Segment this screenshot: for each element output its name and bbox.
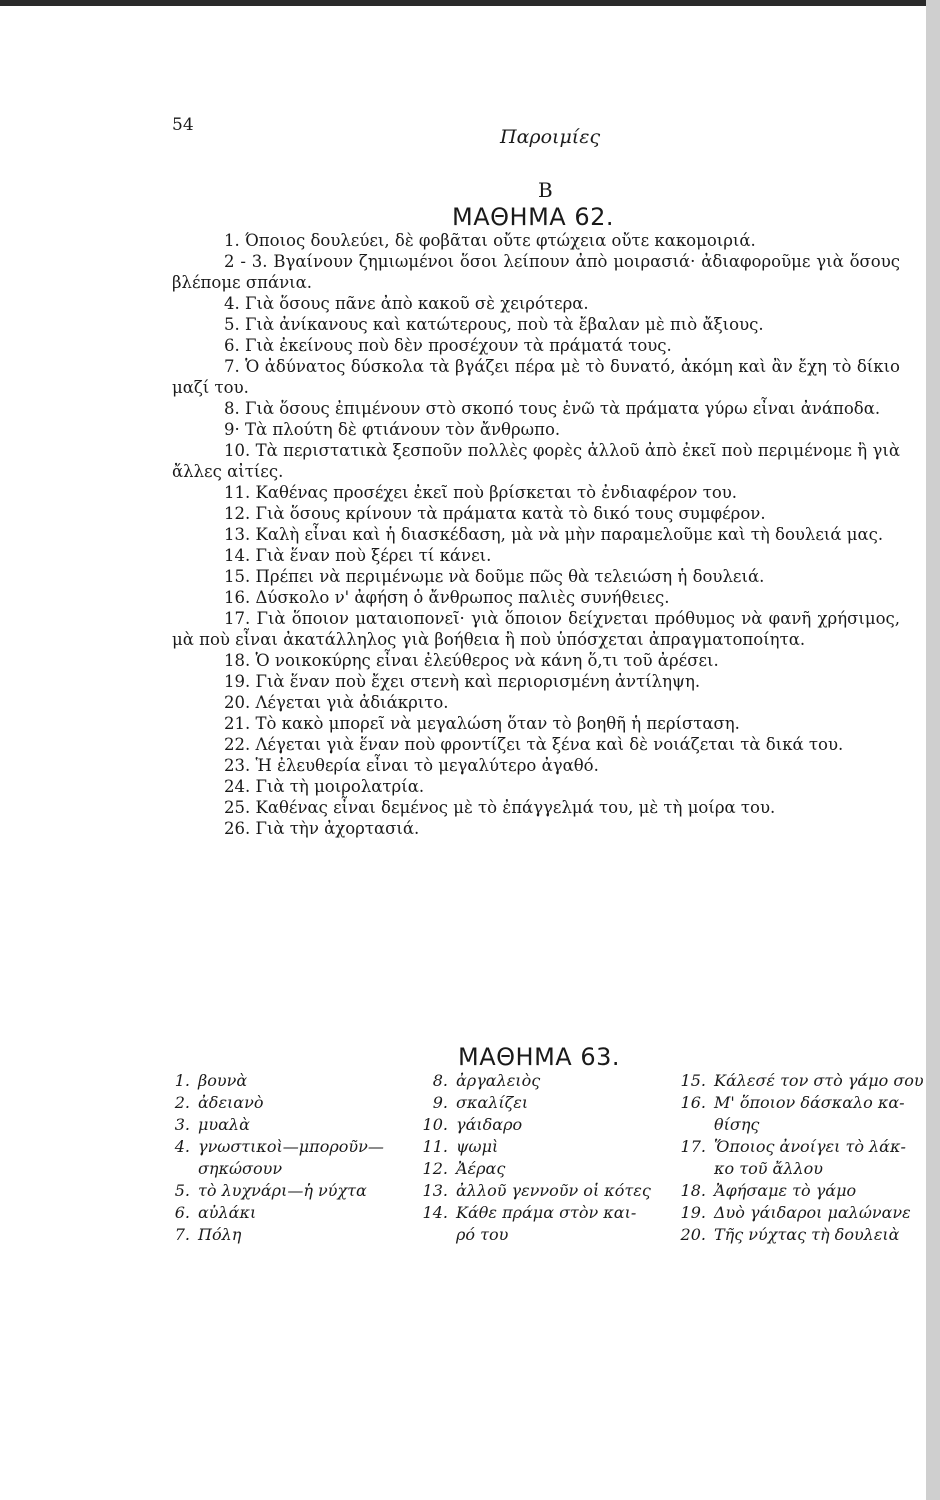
- lesson-62-item: [172, 398, 900, 419]
- running-head: Παροιμίες: [500, 126, 601, 148]
- answer-row: [676, 1114, 912, 1136]
- answer-text: κο τοῦ ἄλλου: [714, 1159, 823, 1178]
- answer-text: βουνὰ: [198, 1071, 248, 1090]
- answer-number: 10.: [422, 1115, 448, 1134]
- answer-text: ψωμὶ: [456, 1137, 499, 1156]
- answer-row: [160, 1158, 390, 1180]
- lesson-62-item: [172, 755, 900, 776]
- answer-number: 13.: [422, 1181, 448, 1200]
- item-number: 1.: [224, 231, 240, 250]
- item-number: 7.: [224, 357, 240, 376]
- answer-number: 16.: [680, 1093, 706, 1112]
- answer-text: ρό του: [456, 1225, 509, 1244]
- item-number: 15.: [224, 567, 251, 586]
- item-text: Γιὰ ἕναν ποὺ ἔχει στενὴ καὶ περιορισμένη ἀντίληψη.: [255, 672, 701, 691]
- item-text: Τὸ κακὸ μπορεῖ νὰ μεγαλώση ὅταν τὸ βοηθῆ ἡ περίσταση.: [255, 714, 740, 733]
- item-text: Ἡ ἐλευθερία εἶναι τὸ μεγαλύτερο ἀγαθό.: [255, 756, 599, 775]
- item-number: 16.: [224, 588, 251, 607]
- answer-text: αὐλάκι: [198, 1203, 257, 1222]
- item-text: Ὁ ἀδύνατος δύσκολα τὰ βγάζει πέρα μὲ τὸ δυνατό, ἀκόμη καὶ ἂν ἔχη τὸ δίκιο μαζί του.: [172, 357, 900, 397]
- item-number: 2 - 3.: [224, 252, 268, 271]
- lesson-62-title: ΜΑΘΗΜΑ 62.: [452, 203, 614, 231]
- answer-text: ἀδειανὸ: [198, 1093, 264, 1112]
- item-number: 5.: [224, 315, 240, 334]
- answer-text: γνωστικοὶ—μποροῦν—: [198, 1137, 384, 1156]
- item-number: 18.: [224, 651, 251, 670]
- item-text: Πρέπει νὰ περιμένωμε νὰ δοῦμε πῶς θὰ τελειώση ἡ δουλειά.: [255, 567, 765, 586]
- answer-text: ἀργαλειὸς: [456, 1071, 541, 1090]
- answer-row: [418, 1158, 658, 1180]
- answer-text: μυαλὰ: [198, 1115, 250, 1134]
- lesson-62-item: [172, 545, 900, 566]
- lesson-62-item: [172, 335, 900, 356]
- lesson-62-item: [172, 230, 900, 251]
- lesson-62-item: [172, 608, 900, 650]
- answer-number: 7.: [174, 1225, 190, 1244]
- answer-number: 5.: [174, 1181, 190, 1200]
- item-number: 6.: [224, 336, 240, 355]
- item-text: Γιὰ τὴν ἀχορτασιά.: [255, 819, 420, 838]
- lesson-62-item: [172, 293, 900, 314]
- lesson-62-item: [172, 419, 900, 440]
- item-text: Γιὰ ὅσους πᾶνε ἀπὸ κακοῦ σὲ χειρότερα.: [245, 294, 589, 313]
- answer-text: ἀλλοῦ γεννοῦν οἱ κότες: [456, 1181, 651, 1200]
- answer-number: 17.: [680, 1137, 706, 1156]
- item-number: 11.: [224, 483, 251, 502]
- answer-text: Ἀφήσαμε τὸ γάμο: [714, 1181, 857, 1200]
- answer-row: [160, 1114, 390, 1136]
- item-text: Γιὰ ὅσους ἐπιμένουν στὸ σκοπό τους ἐνῶ τὰ πράματα γύρω εἶναι ἀνάποδα.: [245, 399, 881, 418]
- answer-text: γάιδαρο: [456, 1115, 523, 1134]
- item-number: 19.: [224, 672, 251, 691]
- page-number: 54: [172, 115, 194, 135]
- answer-row: [418, 1224, 658, 1246]
- lesson-62-item: [172, 440, 900, 482]
- answer-row: [160, 1070, 390, 1092]
- answer-text: Κάλεσέ τον στὸ γάμο σου: [714, 1071, 924, 1090]
- item-number: 24.: [224, 777, 251, 796]
- answer-text: Ἀέρας: [456, 1159, 506, 1178]
- item-text: Γιὰ ὅσους κρίνουν τὰ πράματα κατὰ τὸ δικό τους συμφέρον.: [255, 504, 766, 523]
- answer-row: [676, 1180, 912, 1202]
- answer-row: [418, 1070, 658, 1092]
- answer-number: 20.: [680, 1225, 706, 1244]
- item-text: Καθένας προσέχει ἐκεῖ ποὺ βρίσκεται τὸ ἐνδιαφέρον του.: [255, 483, 738, 502]
- lesson-62-item: [172, 482, 900, 503]
- answer-text: Τῆς νύχτας τὴ δουλειὰ: [714, 1225, 900, 1244]
- lesson-62-item: [172, 776, 900, 797]
- answer-row: [418, 1114, 658, 1136]
- answer-number: 3.: [174, 1115, 190, 1134]
- lesson-63-title: ΜΑΘΗΜΑ 63.: [458, 1043, 620, 1071]
- answer-number: 4.: [174, 1137, 190, 1156]
- item-number: 26.: [224, 819, 251, 838]
- answer-number: 15.: [680, 1071, 706, 1090]
- item-text: Βγαίνουν ζημιωμένοι ὅσοι λείπουν ἀπὸ μοιρασιά· ἀδιαφοροῦμε γιὰ ὅσους βλέπομε σπάνια.: [172, 252, 900, 292]
- answer-text: σκαλίζει: [456, 1093, 529, 1112]
- answer-number: 1.: [174, 1071, 190, 1090]
- answer-row: [160, 1092, 390, 1114]
- answer-row: [418, 1092, 658, 1114]
- answer-number: 8.: [432, 1071, 448, 1090]
- lesson-62-item: [172, 503, 900, 524]
- item-number: 4.: [224, 294, 240, 313]
- lesson-62-item: [172, 251, 900, 293]
- item-text: Όποιος δουλεύει, δὲ φοβᾶται οὔτε φτώχεια οὔτε κακομοιριά.: [245, 231, 756, 250]
- lesson-62-item: [172, 797, 900, 818]
- lesson-63-column-2: [418, 1070, 658, 1246]
- item-number: 21.: [224, 714, 251, 733]
- item-number: 12.: [224, 504, 251, 523]
- answer-row: [160, 1136, 390, 1158]
- item-text: Γιὰ ἕναν ποὺ ξέρει τί κάνει.: [255, 546, 492, 565]
- answer-number: 18.: [680, 1181, 706, 1200]
- answer-row: [676, 1224, 912, 1246]
- answer-number: 19.: [680, 1203, 706, 1222]
- item-text: Γιὰ τὴ μοιρολατρία.: [255, 777, 425, 796]
- lesson-63-column-3: [676, 1070, 924, 1246]
- item-text: Δύσκολο ν' ἀφήση ὁ ἄνθρωπος παλιὲς συνήθειες.: [255, 588, 670, 607]
- item-text: Λέγεται γιὰ ἀδιάκριτο.: [255, 693, 449, 712]
- lesson-62-item: [172, 524, 900, 545]
- item-number: 17.: [224, 609, 251, 628]
- item-number: 10.: [224, 441, 251, 460]
- lesson-62-item: [172, 818, 900, 839]
- item-number: 13.: [224, 525, 251, 544]
- answer-number: 11.: [422, 1137, 448, 1156]
- scan-right-edge: [926, 0, 940, 1500]
- answer-text: σηκώσουν: [198, 1159, 283, 1178]
- scan-top-edge: [0, 0, 940, 6]
- answer-row: [676, 1070, 924, 1092]
- item-number: 9·: [224, 420, 240, 439]
- item-text: Τὰ περιστατικὰ ξεσποῦν πολλὲς φορὲς ἀλλοῦ ἀπὸ ἐκεῖ ποὺ περιμένομε ἢ γιὰ ἄλλες αἰτίες.: [172, 441, 900, 481]
- answer-row: [160, 1224, 390, 1246]
- answer-row: [676, 1202, 912, 1224]
- answer-row: [676, 1136, 912, 1158]
- item-text: Τὰ πλούτη δὲ φτιάνουν τὸν ἄνθρωπο.: [245, 420, 561, 439]
- item-text: Ὁ νοικοκύρης εἶναι ἐλεύθερος νὰ κάνη ὅ,τι τοῦ ἀρέσει.: [255, 651, 719, 670]
- item-text: Καθένας εἶναι δεμένος μὲ τὸ ἐπάγγελμά του, μὲ τὴ μοίρα του.: [255, 798, 776, 817]
- answer-row: [160, 1180, 390, 1202]
- item-number: 23.: [224, 756, 251, 775]
- answer-text: Μ' ὅποιον δάσκαλο κα-: [714, 1093, 905, 1112]
- answer-number: 6.: [174, 1203, 190, 1222]
- answer-text: Ὅποιος ἀνοίγει τὸ λάκ-: [714, 1137, 906, 1156]
- item-number: 22.: [224, 735, 251, 754]
- item-text: Γιὰ ὅποιον ματαιοπονεῖ· γιὰ ὅποιον δείχνεται πρόθυμος νὰ φανῆ χρήσιμος, μὰ ποὺ εἶναι ἀκατάλληλος γιὰ βοήθεια ἢ ποὺ ὑπόσχεται ἀπραγματοποίητα.: [172, 609, 900, 649]
- answer-number: 9.: [432, 1093, 448, 1112]
- lesson-62-item: [172, 566, 900, 587]
- lesson-62-item: [172, 650, 900, 671]
- lesson-62-item: [172, 671, 900, 692]
- part-heading: Β: [538, 178, 553, 202]
- item-text: Καλὴ εἶναι καὶ ἡ διασκέδαση, μὰ νὰ μὴν παραμελοῦμε καὶ τὴ δουλειά μας.: [255, 525, 884, 544]
- lesson-62-items: [172, 230, 900, 839]
- lesson-62-item: [172, 734, 900, 755]
- answer-number: 2.: [174, 1093, 190, 1112]
- answer-row: [676, 1092, 912, 1114]
- answer-number: 14.: [422, 1203, 448, 1222]
- lesson-62-item: [172, 587, 900, 608]
- item-number: 8.: [224, 399, 240, 418]
- answer-text: τὸ λυχνάρι—ἡ νύχτα: [198, 1181, 367, 1200]
- answer-row: [160, 1202, 390, 1224]
- answer-row: [418, 1136, 658, 1158]
- item-number: 20.: [224, 693, 251, 712]
- item-number: 14.: [224, 546, 251, 565]
- answer-number: 12.: [422, 1159, 448, 1178]
- lesson-63-column-1: [160, 1070, 390, 1246]
- item-text: Γιὰ ἀνίκανους καὶ κατώτερους, ποὺ τὰ ἔβαλαν μὲ πιὸ ἄξιους.: [245, 315, 764, 334]
- answer-text: θίσης: [714, 1115, 760, 1134]
- lesson-62-item: [172, 692, 900, 713]
- answer-text: Κάθε πράμα στὸν και-: [456, 1203, 637, 1222]
- answer-row: [418, 1180, 658, 1202]
- item-text: Γιὰ ἐκείνους ποὺ δὲν προσέχουν τὰ πράματά τους.: [245, 336, 672, 355]
- lesson-62-item: [172, 713, 900, 734]
- answer-row: [676, 1158, 912, 1180]
- lesson-62-item: [172, 314, 900, 335]
- item-text: Λέγεται γιὰ ἕναν ποὺ φροντίζει τὰ ξένα καὶ δὲ νοιάζεται τὰ δικά του.: [255, 735, 844, 754]
- answer-text: Δυὸ γάιδαροι μαλώνανε: [714, 1203, 911, 1222]
- lesson-62-item: [172, 356, 900, 398]
- answer-row: [418, 1202, 658, 1224]
- item-number: 25.: [224, 798, 251, 817]
- answer-text: Πόλη: [198, 1225, 242, 1244]
